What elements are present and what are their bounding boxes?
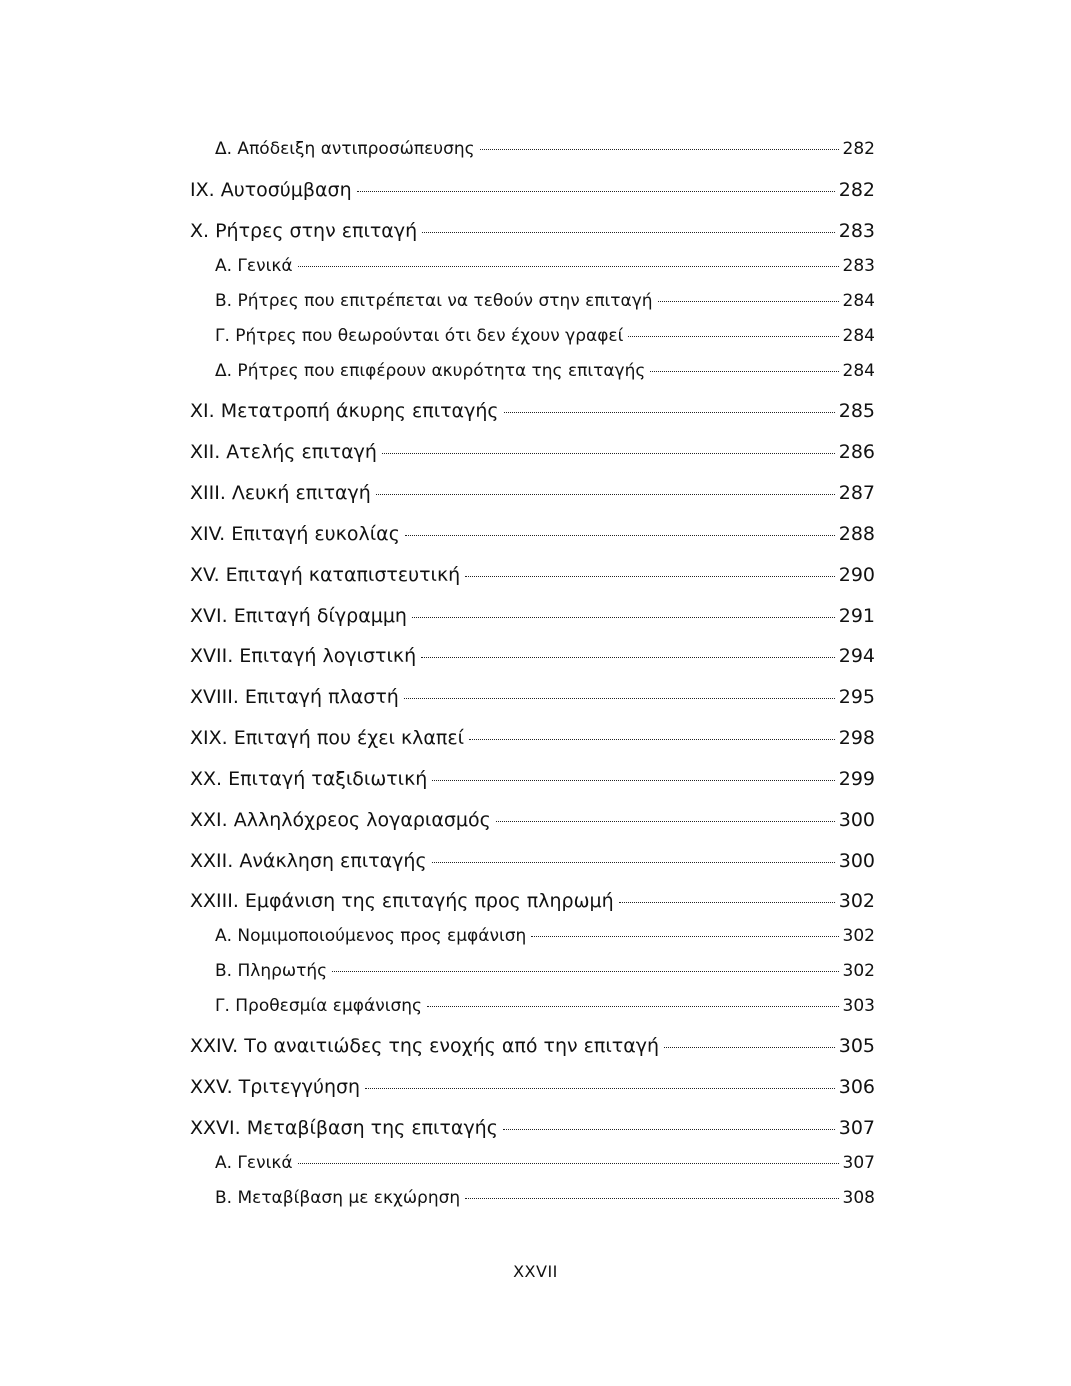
- toc-entry-title: Β. Πληρωτής: [215, 961, 328, 981]
- toc-entry: [190, 1036, 875, 1058]
- toc-entry-page: 306: [838, 1076, 875, 1098]
- toc-entry-page: 300: [838, 809, 875, 831]
- toc-entry: [215, 140, 875, 160]
- toc-entry-title: XII. Ατελής επιταγή: [190, 441, 377, 463]
- toc-entry: [190, 606, 875, 628]
- toc-entry-title: XV. Επιταγή καταπιστευτική: [190, 564, 461, 586]
- toc-entry-page: 290: [838, 564, 875, 586]
- toc-entry-title: IX. Αυτοσύμβαση: [190, 179, 352, 201]
- page-number: XXVII: [513, 1262, 558, 1281]
- toc-entry: [190, 851, 875, 873]
- dot-leader: [432, 862, 835, 863]
- toc-entry-page: 287: [838, 482, 875, 504]
- toc-entry-page: 307: [838, 1117, 875, 1139]
- dot-leader: [664, 1047, 835, 1048]
- toc-entry: [190, 483, 875, 505]
- toc-entry-page: 283: [838, 220, 875, 242]
- dot-leader: [412, 617, 835, 618]
- toc-entry-title: Β. Ρήτρες που επιτρέπεται να τεθούν στην επιταγή: [215, 291, 653, 311]
- dot-leader: [465, 576, 835, 577]
- toc-entry: [215, 1154, 875, 1174]
- dot-leader: [650, 371, 838, 372]
- toc-entry: [190, 401, 875, 423]
- dot-leader: [404, 698, 835, 699]
- dot-leader: [382, 453, 835, 454]
- toc-entry-page: 308: [842, 1188, 875, 1208]
- toc-entry: [215, 1189, 875, 1209]
- dot-leader: [357, 191, 835, 192]
- toc-entry: [190, 728, 875, 750]
- toc-entry-title: XVI. Επιταγή δίγραμμη: [190, 605, 407, 627]
- toc-entry-title: XVII. Επιταγή λογιστική: [190, 645, 417, 667]
- toc-entry: [190, 1077, 875, 1099]
- toc-entry-title: XIX. Επιταγή που έχει κλαπεί: [190, 727, 465, 749]
- toc-entry: [190, 810, 875, 832]
- toc-entry: [190, 1118, 875, 1140]
- toc-entry-page: 294: [838, 645, 875, 667]
- toc-entry-title: XXV. Τριτεγγύηση: [190, 1076, 361, 1098]
- dot-leader: [658, 301, 839, 302]
- dot-leader: [619, 902, 835, 903]
- toc-entry: [190, 769, 875, 791]
- toc-entry-page: 284: [842, 361, 875, 381]
- dot-leader: [376, 494, 835, 495]
- toc-entry-title: XIII. Λευκή επιταγή: [190, 482, 371, 504]
- toc-entry-title: Γ. Ρήτρες που θεωρούνται ότι δεν έχουν γραφεί: [215, 326, 624, 346]
- toc-entry-title: Δ. Απόδειξη αντιπροσώπευσης: [215, 139, 475, 159]
- dot-leader: [503, 1129, 835, 1130]
- toc-entry-page: 284: [842, 326, 875, 346]
- toc-entry-title: XXIII. Εμφάνιση της επιταγής προς πληρωμή: [190, 890, 614, 912]
- toc-entry-page: 282: [838, 179, 875, 201]
- toc-entry-page: 303: [842, 996, 875, 1016]
- toc-entry: [190, 221, 875, 243]
- toc-entry-page: 291: [838, 605, 875, 627]
- dot-leader: [422, 232, 835, 233]
- dot-leader: [427, 1006, 839, 1007]
- toc-entry: [190, 891, 875, 913]
- toc-entry: [215, 927, 875, 947]
- toc-entry: [215, 362, 875, 382]
- toc-entry-page: 299: [838, 768, 875, 790]
- toc-entry-page: 298: [838, 727, 875, 749]
- toc-entry-title: XXI. Αλληλόχρεος λογαριασμός: [190, 809, 491, 831]
- dot-leader: [504, 412, 835, 413]
- toc-entry: [190, 180, 875, 202]
- dot-leader: [421, 657, 835, 658]
- toc-entry: [190, 524, 875, 546]
- toc-entry: [190, 646, 875, 668]
- toc-entry-page: 302: [842, 961, 875, 981]
- toc-entry-title: Α. Γενικά: [215, 256, 293, 276]
- toc-entry: [215, 997, 875, 1017]
- toc-entry-page: 307: [842, 1153, 875, 1173]
- toc-entry-page: 288: [838, 523, 875, 545]
- dot-leader: [480, 149, 839, 150]
- toc-entry: [215, 327, 875, 347]
- toc-entry-title: XXIV. Το αναιτιώδες της ενοχής από την επιταγή: [190, 1035, 660, 1057]
- dot-leader: [465, 1198, 838, 1199]
- toc-entry-page: 282: [842, 139, 875, 159]
- toc-entry-page: 295: [838, 686, 875, 708]
- toc-entry-title: XX. Επιταγή ταξιδιωτική: [190, 768, 428, 790]
- dot-leader: [432, 780, 834, 781]
- toc-entry-page: 285: [838, 400, 875, 422]
- toc-entry-title: Α. Νομιμοποιούμενος προς εμφάνιση: [215, 926, 527, 946]
- toc-entry: [215, 292, 875, 312]
- dot-leader: [405, 535, 835, 536]
- toc-entry-title: X. Ρήτρες στην επιταγή: [190, 220, 418, 242]
- dot-leader: [332, 971, 838, 972]
- dot-leader: [628, 336, 838, 337]
- dot-leader: [298, 266, 839, 267]
- toc-entry-title: Β. Μεταβίβαση με εκχώρηση: [215, 1188, 461, 1208]
- toc-entry-title: Γ. Προθεσμία εμφάνισης: [215, 996, 422, 1016]
- toc-entry: [190, 687, 875, 709]
- dot-leader: [496, 821, 835, 822]
- toc-entry: [215, 962, 875, 982]
- toc-entry-page: 300: [838, 850, 875, 872]
- toc-entry: [190, 565, 875, 587]
- toc-entry-title: Α. Γενικά: [215, 1153, 293, 1173]
- dot-leader: [298, 1163, 839, 1164]
- toc-entry-page: 302: [842, 926, 875, 946]
- dot-leader: [531, 936, 838, 937]
- toc-entry-title: XVIII. Επιταγή πλαστή: [190, 686, 399, 708]
- dot-leader: [469, 739, 835, 740]
- toc-entry: [190, 442, 875, 464]
- toc-entry-title: XIV. Επιταγή ευκολίας: [190, 523, 400, 545]
- toc-entry-title: XXVI. Μεταβίβαση της επιταγής: [190, 1117, 498, 1139]
- toc-entry-title: XXII. Ανάκληση επιταγής: [190, 850, 427, 872]
- dot-leader: [365, 1088, 835, 1089]
- toc-entry-page: 283: [842, 256, 875, 276]
- toc-entry-title: XI. Μετατροπή άκυρης επιταγής: [190, 400, 499, 422]
- toc-entry-title: Δ. Ρήτρες που επιφέρουν ακυρότητα της επιταγής: [215, 361, 646, 381]
- toc-entry-page: 305: [838, 1035, 875, 1057]
- toc-entry-page: 284: [842, 291, 875, 311]
- toc-entry-page: 302: [838, 890, 875, 912]
- toc-entry: [215, 257, 875, 277]
- toc-entry-page: 286: [838, 441, 875, 463]
